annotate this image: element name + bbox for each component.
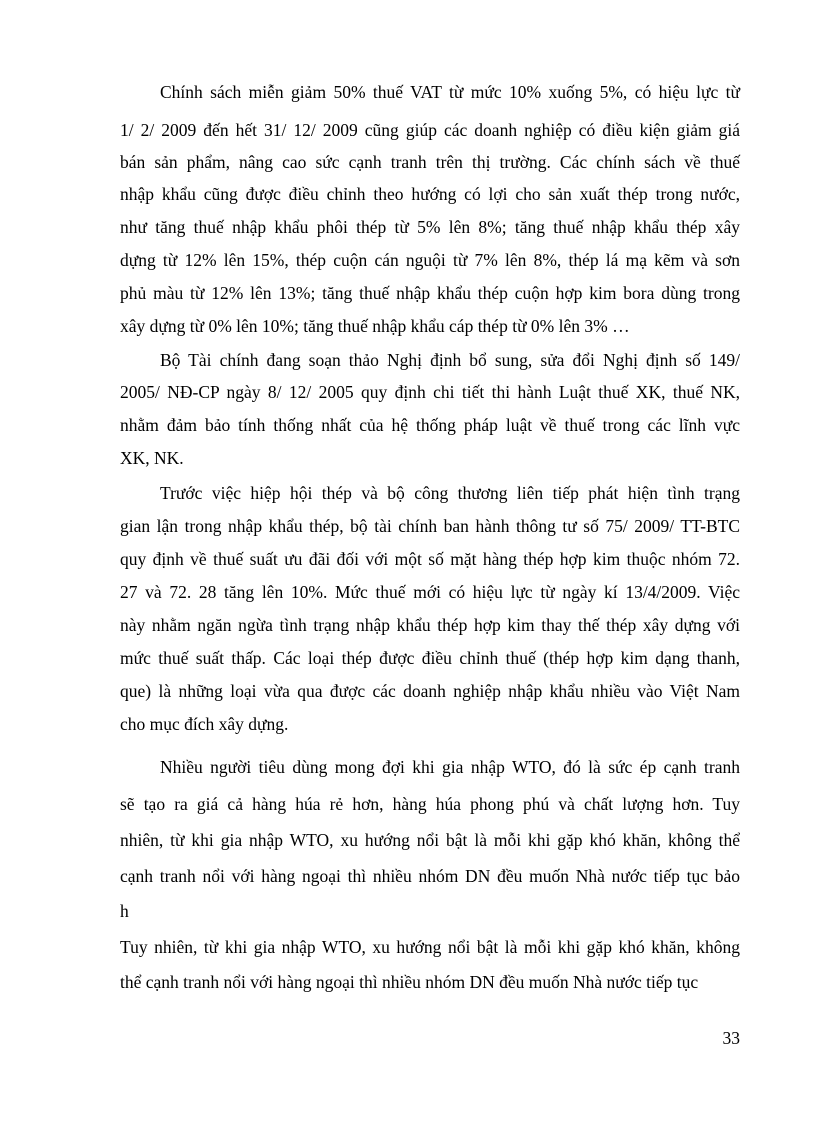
paragraph-2-line-2: 2005/ NĐ-CP ngày 8/ 12/ 2005 quy định chi tiết thi hành Luật thuế XK, thuế NK,	[120, 382, 740, 402]
paragraph-3-line-2: gian lận trong nhập khẩu thép, bộ tài chính ban hành thông tư số 75/ 2009/ TT-BTC	[120, 516, 740, 536]
paragraph-3-line-7: que) là những loại vừa qua được các doanh nghiệp nhập khẩu nhiều vào Việt Nam	[120, 681, 740, 701]
paragraph-4-line-2: sẽ tạo ra giá cả hàng húa rẻ hơn, hàng húa phong phú và chất lượng hơn. Tuy	[120, 794, 740, 814]
paragraph-1-line-4: nhập khẩu cũng được điều chỉnh theo hướng có lợi cho sản xuất thép trong nước,	[120, 184, 740, 204]
paragraph-4-line-4: cạnh tranh nổi với hàng ngoại thì nhiều nhóm DN đều muốn Nhà nước tiếp tục bảo	[120, 866, 740, 886]
paragraph-1-line-3: bán sản phẩm, nâng cao sức cạnh tranh trên thị trường. Các chính sách về thuế	[120, 152, 740, 172]
paragraph-1-line-1: Chính sách miễn giảm 50% thuế VAT từ mức 10% xuống 5%, có hiệu lực từ	[160, 82, 740, 102]
paragraph-5-line-2: thể cạnh tranh nổi với hàng ngoại thì nhiều nhóm DN đều muốn Nhà nước tiếp tục	[120, 972, 699, 992]
paragraph-2-line-4: XK, NK.	[120, 448, 184, 468]
paragraph-1-line-8: xây dựng từ 0% lên 10%; tăng thuế nhập khẩu cáp thép từ 0% lên 3% …	[120, 316, 630, 336]
paragraph-1-line-2: 1/ 2/ 2009 đến hết 31/ 12/ 2009 cũng giúp các doanh nghiệp có điều kiện giảm giá	[120, 120, 740, 140]
paragraph-3-line-6: mức thuế suất thấp. Các loại thép được điều chỉnh thuế (thép hợp kim dạng thanh,	[120, 648, 740, 668]
paragraph-3-line-3: quy định về thuế suất ưu đãi đối với một số mặt hàng thép hợp kim thuộc nhóm 72.	[120, 549, 740, 569]
paragraph-4-line-3: nhiên, từ khi gia nhập WTO, xu hướng nổi bật là mỗi khi gặp khó khăn, không thể	[120, 830, 740, 850]
paragraph-1-line-6: dựng từ 12% lên 15%, thép cuộn cán nguội từ 7% lên 8%, thép lá mạ kẽm và sơn	[120, 250, 740, 270]
paragraph-1-line-7: phủ màu từ 12% lên 13%; tăng thuế nhập khẩu thép cuộn hợp kim bora dùng trong	[120, 283, 740, 303]
paragraph-1-line-5: như tăng thuế nhập khẩu phôi thép từ 5% lên 8%; tăng thuế nhập khẩu thép xây	[120, 217, 740, 237]
paragraph-4-line-5: h	[120, 901, 129, 921]
paragraph-3-line-8: cho mục đích xây dựng.	[120, 714, 289, 734]
paragraph-4-line-1: Nhiều người tiêu dùng mong đợi khi gia nhập WTO, đó là sức ép cạnh tranh	[160, 757, 740, 777]
paragraph-5-line-1: Tuy nhiên, từ khi gia nhập WTO, xu hướng nổi bật là mỗi khi gặp khó khăn, không	[120, 937, 740, 957]
paragraph-2-line-3: nhằm đảm bảo tính thống nhất của hệ thống pháp luật về thuế trong các lĩnh vực	[120, 415, 740, 435]
paragraph-3-line-5: này nhằm ngăn ngừa tình trạng nhập khẩu thép hợp kim thay thế thép xây dựng với	[120, 615, 740, 635]
paragraph-3-line-4: 27 và 72. 28 tăng lên 10%. Mức thuế mới có hiệu lực từ ngày kí 13/4/2009. Việc	[120, 582, 740, 602]
paragraph-2-line-1: Bộ Tài chính đang soạn thảo Nghị định bổ sung, sửa đổi Nghị định số 149/	[160, 350, 740, 370]
paragraph-3-line-1: Trước việc hiệp hội thép và bộ công thương liên tiếp phát hiện tình trạng	[160, 483, 740, 503]
page-number: 33	[722, 1028, 740, 1048]
